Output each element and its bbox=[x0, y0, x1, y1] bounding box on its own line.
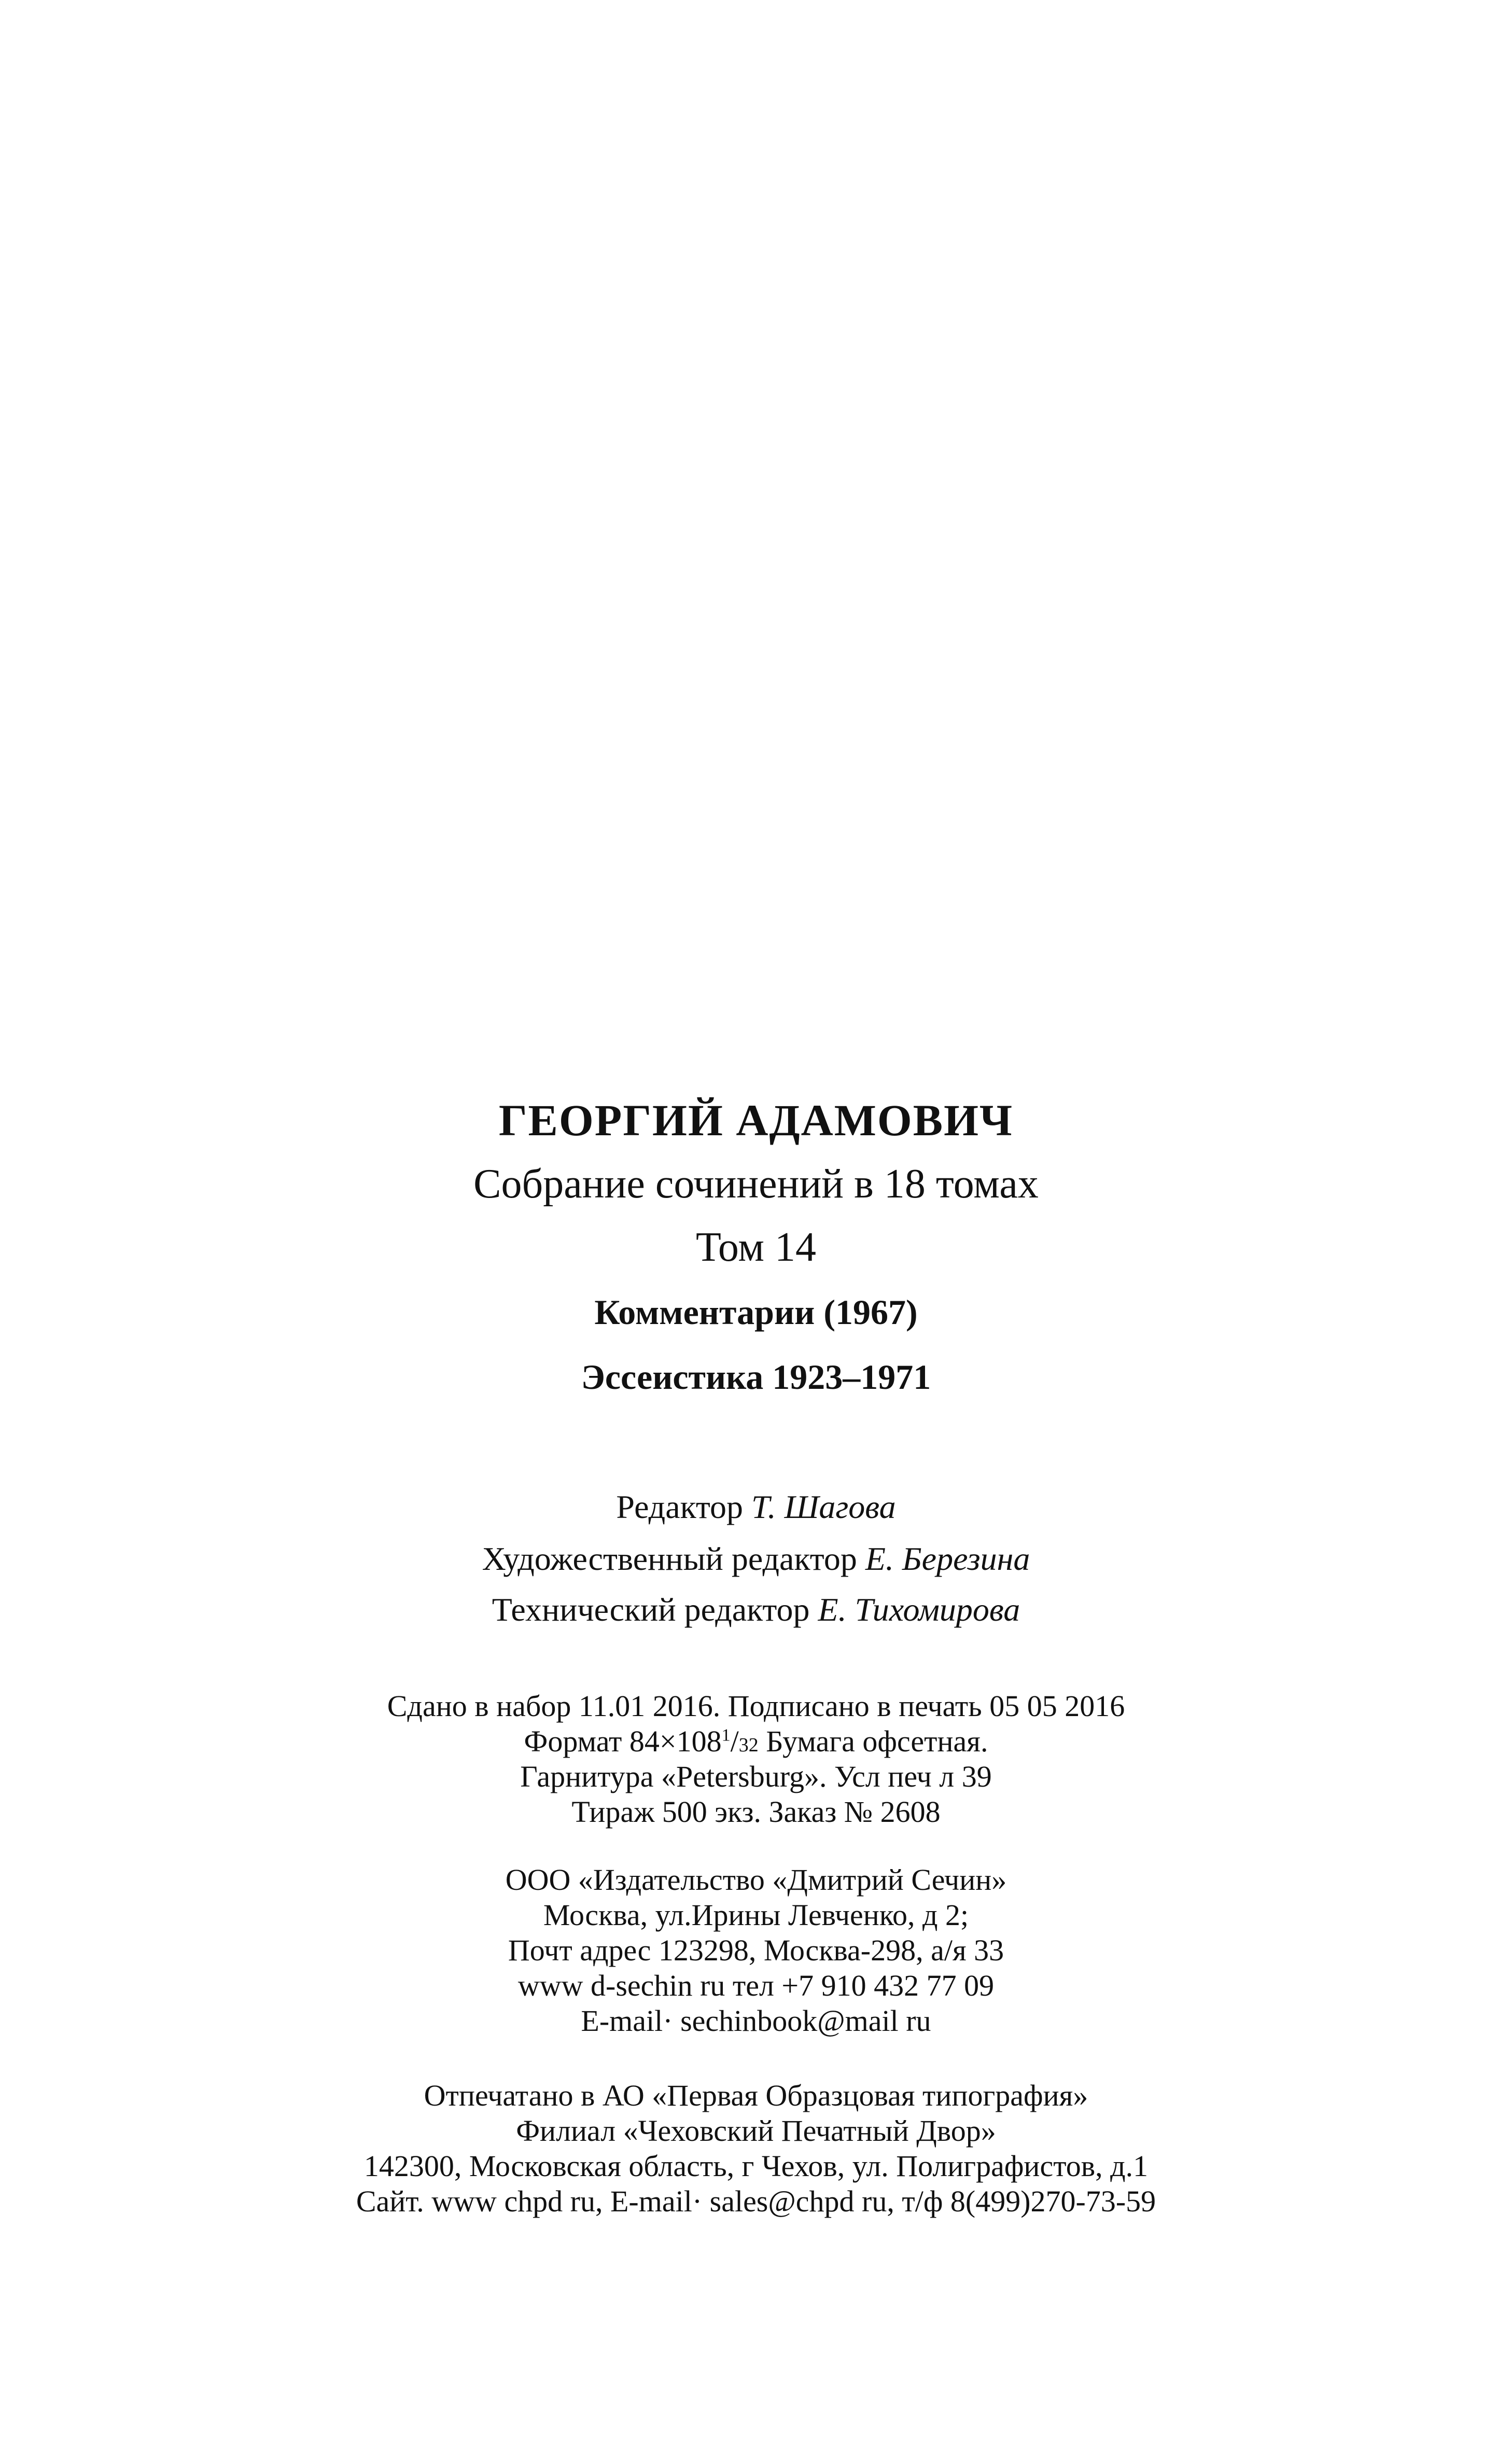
production-dates: Сдано в набор 11.01 2016. Подписано в печать 05 05 2016 bbox=[387, 1689, 1125, 1723]
production-format bbox=[0, 1723, 1512, 1763]
format-denominator: 32 bbox=[738, 1734, 759, 1756]
format-text: Формат 84×108 bbox=[524, 1724, 722, 1758]
credit-role: Технический редактор bbox=[492, 1591, 810, 1628]
volume-number: Том 14 bbox=[696, 1224, 816, 1270]
format-superscript: 1 bbox=[721, 1725, 731, 1745]
credit-technical-editor bbox=[0, 1585, 1512, 1635]
volume-subtitle-essays: Эссеистика 1923–1971 bbox=[581, 1357, 931, 1397]
credit-person: Т. Шагова bbox=[751, 1488, 896, 1525]
author-name: ГЕОРГИЙ АДАМОВИЧ bbox=[498, 1095, 1014, 1145]
credit-art-editor bbox=[0, 1534, 1512, 1584]
credit-person: Е. Березина bbox=[865, 1540, 1030, 1577]
production-typeface: Гарнитура «Petersburg». Усл печ л 39 bbox=[520, 1760, 992, 1793]
format-slash: / bbox=[730, 1724, 739, 1758]
publisher-web-phone: www d-sechin ru тел +7 910 432 77 09 bbox=[517, 1969, 995, 2002]
publisher-name: ООО «Издательство «Дмитрий Сечин» bbox=[505, 1863, 1007, 1897]
publisher-postal-address: Почт адрес 123298, Москва-298, а/я 33 bbox=[508, 1933, 1004, 1967]
printer-address: 142300, Московская область, г Чехов, ул. Полиграфистов, д.1 bbox=[363, 2149, 1149, 2183]
credit-role: Художественный редактор bbox=[482, 1540, 857, 1577]
production-print-run: Тираж 500 экз. Заказ № 2608 bbox=[571, 1795, 941, 1829]
publisher-address: Москва, ул.Ирины Левченко, д 2; bbox=[543, 1898, 969, 1932]
publisher-email: E-mail· sechinbook@mail ru bbox=[581, 2004, 931, 2038]
credit-role: Редактор bbox=[616, 1488, 744, 1525]
credit-editor bbox=[0, 1482, 1512, 1532]
volume-subtitle-comments: Комментарии (1967) bbox=[594, 1292, 918, 1332]
printer-contacts: Сайт. www chpd ru, E-mail· sales@chpd ru, т/ф 8(499)270-73-59 bbox=[356, 2184, 1156, 2218]
credit-person: Е. Тихомирова bbox=[818, 1591, 1020, 1628]
format-paper: Бумага офсетная. bbox=[758, 1724, 988, 1758]
printer-branch: Филиал «Чеховский Печатный Двор» bbox=[516, 2114, 996, 2148]
printer-name: Отпечатано в АО «Первая Образцовая типография» bbox=[424, 2079, 1088, 2112]
series-title: Собрание сочинений в 18 томах bbox=[473, 1161, 1039, 1207]
